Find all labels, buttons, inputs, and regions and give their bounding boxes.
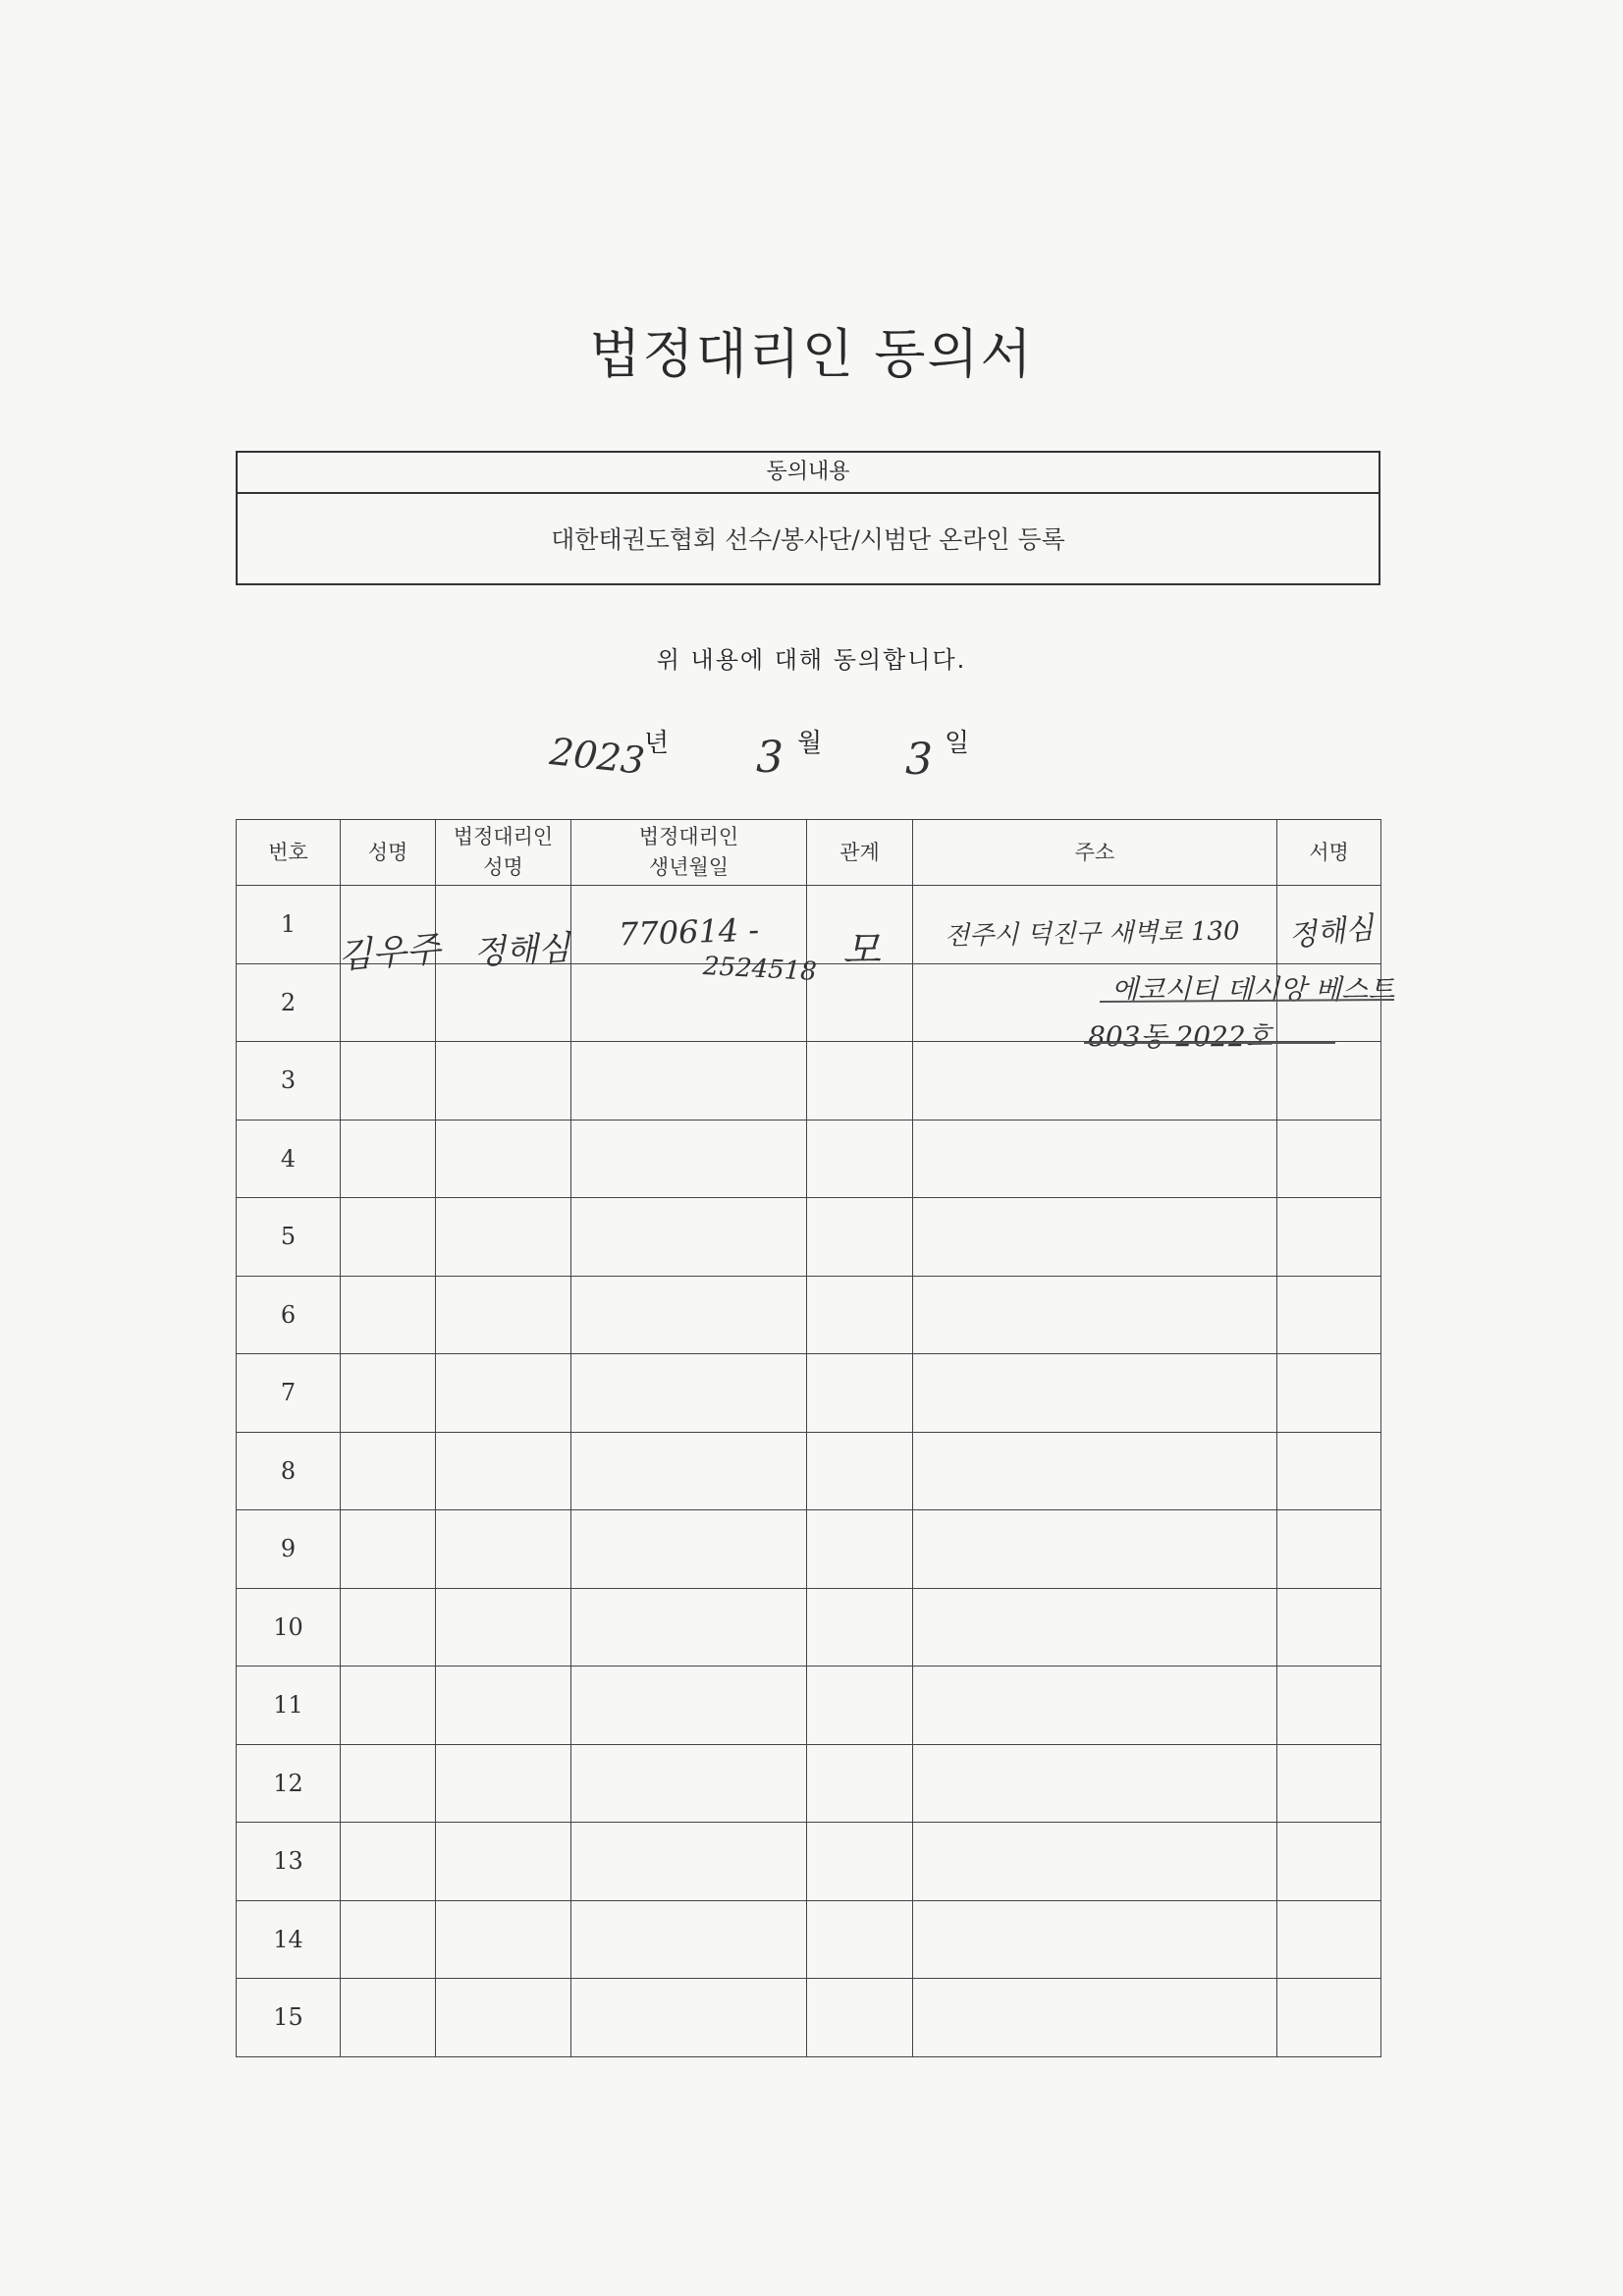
date-month-handwritten: 3 xyxy=(756,733,784,783)
agreement-statement: 위 내용에 대해 동의합니다. xyxy=(656,646,967,674)
date-day-label: 일 xyxy=(945,729,970,758)
consent-header: 동의내용 xyxy=(238,453,1379,494)
header-guardian-name: 법정대리인 성명 xyxy=(436,820,571,886)
document-title: 법정대리인 동의서 xyxy=(589,323,1034,385)
date-month-label: 월 xyxy=(797,729,823,758)
row-number: 3 xyxy=(237,1042,341,1121)
row-number: 8 xyxy=(237,1432,341,1510)
header-name: 성명 xyxy=(341,820,436,886)
handwritten-address-line1: 전주시 덕진구 새벽로 130 xyxy=(944,916,1240,952)
row-number: 2 xyxy=(237,963,341,1042)
header-relation: 관계 xyxy=(807,820,913,886)
consent-content: 대한태권도협회 선수/봉사단/시범단 온라인 등록 xyxy=(551,525,1065,554)
row-number: 13 xyxy=(237,1823,341,1901)
row-number: 1 xyxy=(237,886,341,964)
row-number: 15 xyxy=(237,1979,341,2057)
row-number: 9 xyxy=(237,1510,341,1589)
date-year-label: 년 xyxy=(644,729,670,758)
row-number: 11 xyxy=(237,1667,341,1745)
row-number: 14 xyxy=(237,1900,341,1979)
handwritten-address-line3: 803동 2022호 xyxy=(1088,1020,1272,1053)
header-signature: 서명 xyxy=(1277,820,1381,886)
header-number: 번호 xyxy=(237,820,341,886)
handwritten-birth-line1: 770614 - xyxy=(618,910,760,954)
handwritten-relation: 모 xyxy=(842,928,881,973)
row-number: 12 xyxy=(237,1744,341,1823)
handwritten-guardian-name: 정해심 xyxy=(472,928,571,973)
date-year-handwritten: 2023 xyxy=(547,730,647,783)
handwritten-address-line2: 에코시티 데시앙 베스트 xyxy=(1111,973,1395,1006)
row-number: 7 xyxy=(237,1354,341,1433)
header-address: 주소 xyxy=(913,820,1277,886)
row-number: 10 xyxy=(237,1588,341,1667)
handwritten-signature: 정해심 xyxy=(1286,910,1376,955)
handwritten-name: 김우주 xyxy=(336,929,442,977)
date-day-handwritten: 3 xyxy=(905,735,933,785)
row-number: 5 xyxy=(237,1198,341,1277)
header-guardian-birth: 법정대리인 생년월일 xyxy=(571,820,807,886)
row-number: 4 xyxy=(237,1120,341,1198)
row-number: 6 xyxy=(237,1276,341,1354)
handwritten-birth-line2: 2524518 xyxy=(702,951,818,988)
